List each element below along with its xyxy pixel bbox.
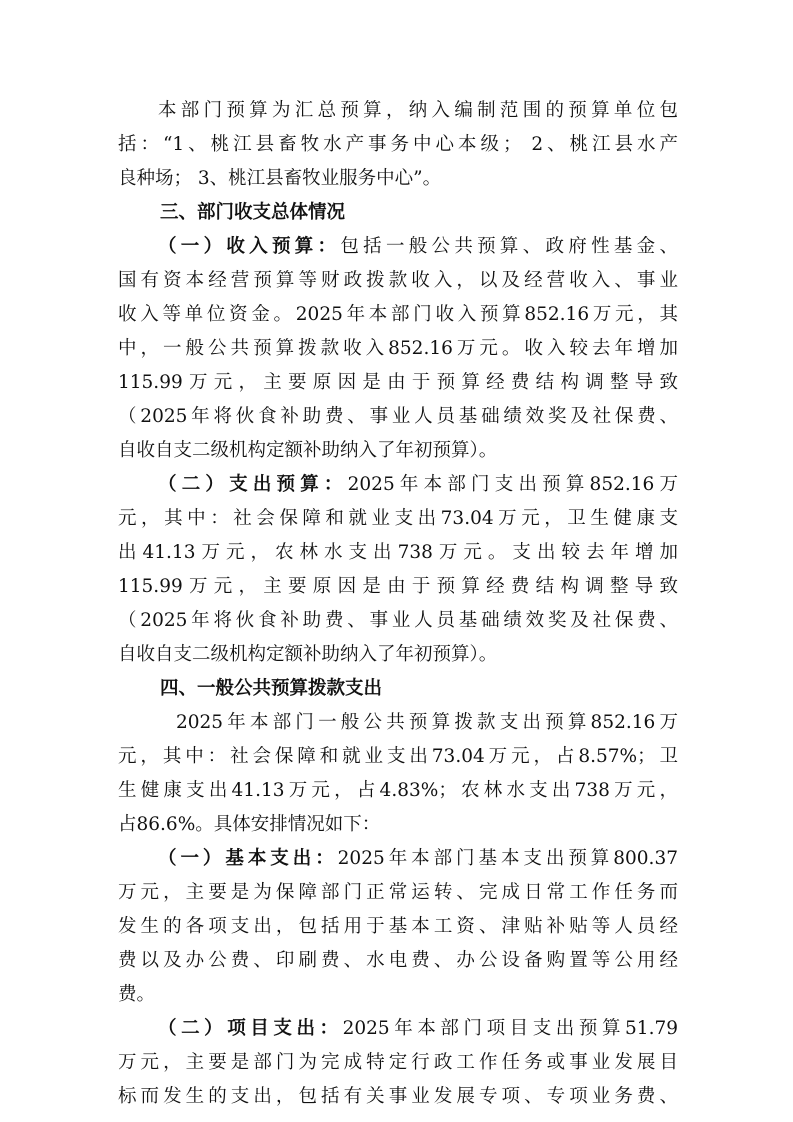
project-expense-line-1-text: 2025年本部门项目支出预算51.79 — [342, 1018, 678, 1039]
general-budget-line-1: 2025年本部门一般公共预算拨款支出预算852.16万 — [176, 712, 678, 733]
expense-line-1-text: 2025年本部门支出预算852.16万 — [347, 474, 678, 495]
income-line-1 — [158, 230, 678, 264]
basic-expense-line-1 — [158, 842, 678, 876]
income-line-5: 115.99万元，主要原因是由于预算经费结构调整导致 — [118, 372, 678, 393]
project-expense-line-1 — [158, 1012, 678, 1046]
general-budget-line-3: 生健康支出41.13万元，占4.83%；农林水支出738万元， — [118, 780, 678, 801]
project-expense-label: （二）项目支出： — [158, 1018, 343, 1039]
basic-expense-line-3: 发生的各项支出，包括用于基本工资、津贴补贴等人员经 — [118, 916, 678, 937]
income-line-3: 收入等单位资金。2025年本部门收入预算852.16万元，其 — [118, 304, 678, 325]
income-line-4: 中，一般公共预算拨款收入852.16万元。收入较去年增加 — [118, 338, 678, 359]
income-line-7: 自收自支二级机构定额补助纳入了年初预算）。 — [118, 440, 498, 461]
section-heading-4: 四、一般公共预算拨款支出 — [160, 678, 383, 699]
expense-line-4: 115.99万元，主要原因是由于预算经费结构调整导致 — [118, 576, 678, 597]
expense-line-1 — [158, 468, 678, 502]
basic-expense-line-4: 费以及办公费、印刷费、水电费、办公设备购置等公用经 — [118, 950, 678, 971]
income-line-6: （2025年将伙食补助费、事业人员基础绩效奖及社保费、 — [118, 406, 678, 427]
expense-label: （二）支出预算： — [158, 474, 348, 495]
income-line-1-text: 包括一般公共预算、政府性基金、 — [340, 236, 678, 257]
section-heading-3: 三、部门收支总体情况 — [160, 202, 346, 223]
expense-line-2: 元，其中：社会保障和就业支出73.04万元，卫生健康支 — [118, 508, 678, 529]
basic-expense-line-1-text: 2025年本部门基本支出预算800.37 — [337, 848, 678, 869]
expense-line-6: 自收自支二级机构定额补助纳入了年初预算）。 — [118, 644, 498, 665]
basic-expense-label: （一）基本支出： — [158, 848, 338, 869]
general-budget-line-4: 占86.6%。具体安排情况如下： — [118, 814, 381, 835]
paragraph-scope-line-1: 本部门预算为汇总预算，纳入编制范围的预算单位包 — [158, 100, 678, 121]
project-expense-line-3: 标而发生的支出，包括有关事业发展专项、专项业务费、 — [118, 1086, 678, 1107]
income-line-2: 国有资本经营预算等财政拨款收入，以及经营收入、事业 — [118, 270, 678, 291]
project-expense-line-2: 万元，主要是部门为完成特定行政工作任务或事业发展目 — [118, 1052, 678, 1073]
paragraph-scope-line-3: 良种场； 3、桃江县畜牧业服务中心”。 — [118, 168, 442, 189]
basic-expense-line-2: 万元，主要是为保障部门正常运转、完成日常工作任务而 — [118, 882, 678, 903]
paragraph-scope-line-2: 括：“1、桃江县畜牧水产事务中心本级； 2、桃江县水产 — [118, 134, 678, 155]
basic-expense-line-5: 费。 — [118, 984, 156, 1005]
general-budget-line-2: 元，其中：社会保障和就业支出73.04万元，占8.57%；卫 — [118, 746, 678, 767]
income-label: （一）收入预算： — [158, 236, 341, 257]
expense-line-5: （2025年将伙食补助费、事业人员基础绩效奖及社保费、 — [118, 610, 678, 631]
expense-line-3: 出41.13万元，农林水支出738万元。支出较去年增加 — [118, 542, 678, 563]
